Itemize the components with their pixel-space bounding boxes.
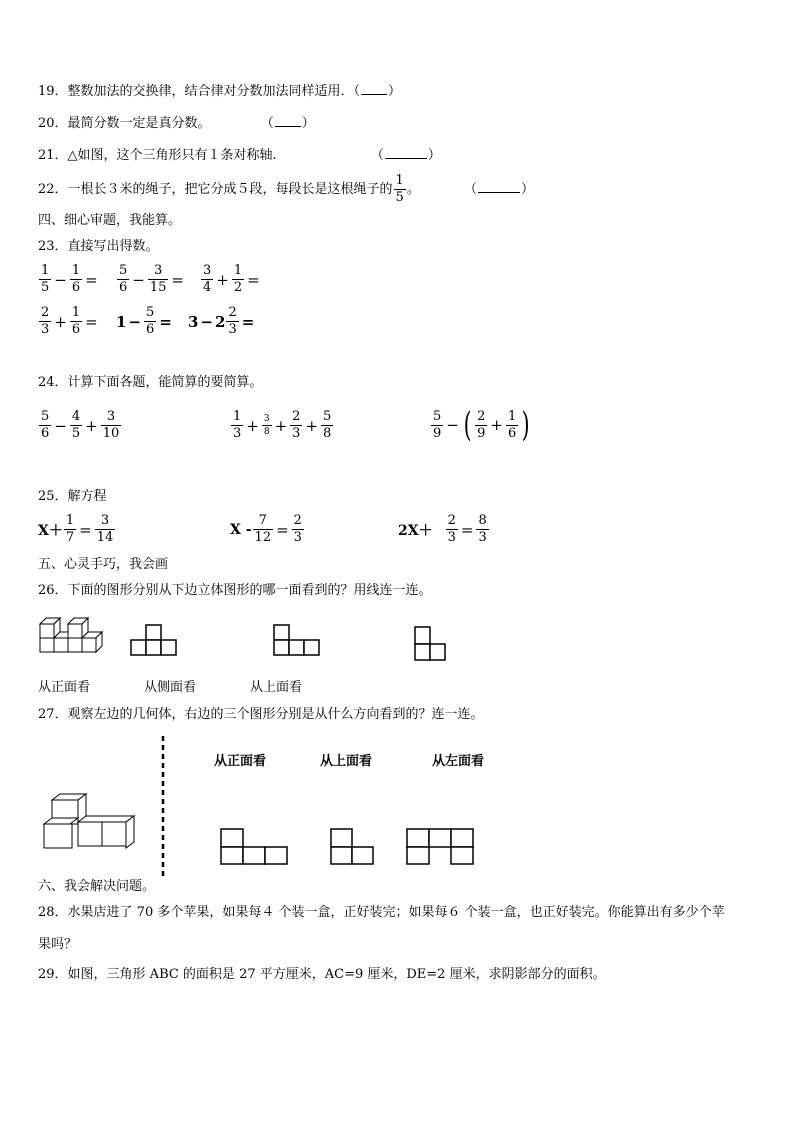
question-20 xyxy=(38,114,315,133)
label-side-view: 从侧面看 xyxy=(144,680,197,695)
paren-open: （ xyxy=(463,182,477,197)
label-front: 从正面看 xyxy=(214,754,267,769)
label-top: 从上面看 xyxy=(320,754,373,769)
q27-view-shape-b xyxy=(330,828,378,866)
q27-view-shape-c xyxy=(406,828,476,866)
question-26-title: 26．下面的图形分别从下边立体图形的哪一面看到的？用线连一连。 xyxy=(38,583,432,598)
answer-blank[interactable] xyxy=(361,82,387,95)
section-4-heading: 四、细心审题，我能算。 xyxy=(38,213,182,228)
paren-close: ） xyxy=(301,116,315,131)
question-25-title: 25．解方程 xyxy=(38,489,107,504)
paren-open: （ xyxy=(370,148,384,163)
paren-open: （ xyxy=(260,116,274,131)
q21-text: 21．△如图，这个三角形只有１条对称轴. xyxy=(38,148,277,163)
question-23-title: 23．直接写出得数。 xyxy=(38,239,159,254)
q25-eq-1: X＋ $\frac{1}{7}$ = $\frac{3}{14}$ xyxy=(38,513,114,545)
q25-eq-2: X - $\frac{7}{12}$ = $\frac{2}{3}$ xyxy=(230,513,302,545)
label-top-view: 从上面看 xyxy=(250,680,303,695)
section-6-heading: 六、我会解决问题。 xyxy=(38,879,156,894)
question-28-line-2: 果吗？ xyxy=(38,937,78,952)
q20-text: 20．最简分数一定是真分数。 xyxy=(38,116,211,131)
answer-blank[interactable] xyxy=(385,146,427,159)
solid-blocks-figure xyxy=(42,792,140,850)
question-29: 29．如图，三角形 ABC 的面积是 27 平方厘米，AC=9 厘米，DE=2 厘米，求阴影部分的面积。 xyxy=(38,967,606,982)
answer-blank[interactable] xyxy=(478,180,520,193)
q22-period: 。 xyxy=(406,182,420,197)
label-front-view: 从正面看 xyxy=(38,680,91,695)
q23-expr-2: $\frac{5}{6}$ − $\frac{3}{15}$ = xyxy=(119,263,184,295)
paren-close: ） xyxy=(388,84,402,99)
label-left: 从左面看 xyxy=(432,754,485,769)
paren-close: ） xyxy=(521,182,535,197)
view-shape-a xyxy=(130,624,178,658)
solid-cubes-figure xyxy=(38,612,102,660)
q23-expr-5: 1 − $\frac{5}{6}$ = xyxy=(116,305,172,337)
q23-expr-6: 3 − 2 $\frac{2}{3}$ = xyxy=(188,305,255,337)
q24-expr-1: $\frac{5}{6}$ − $\frac{4}{5}$ + $\frac{3}{10}$ xyxy=(41,409,120,441)
question-22 xyxy=(38,174,534,205)
fraction: $\frac{1}{5}$ xyxy=(395,173,404,205)
q23-expr-3: $\frac{3}{4}$ + $\frac{1}{2}$ = xyxy=(203,263,260,295)
q23-expr-1: $\frac{1}{5}$ − $\frac{1}{6}$ = xyxy=(41,263,98,295)
question-28-line-1: 28．水果店进了 70 多个苹果，如果每４ 个装一盒，正好装完；如果每６ 个装一盒，也正好装完。你能算出有多少个苹 xyxy=(38,905,725,920)
view-shape-c xyxy=(414,626,448,662)
question-21 xyxy=(38,146,441,165)
q27-view-shape-a xyxy=(220,828,290,866)
paren-close: ） xyxy=(427,148,441,163)
q19-text: 19．整数加法的交换律，结合律对分数加法同样适用．（ xyxy=(38,84,361,99)
section-5-heading: 五、心灵手巧，我会画 xyxy=(38,557,169,572)
q24-expr-2: $\frac{1}{3}$ + $\frac{3}{8}$ + $\frac{2}{3}$ + $\frac{5}{8}$ xyxy=(233,409,332,441)
q23-expr-4: $\frac{2}{3}$ + $\frac{1}{6}$ = xyxy=(41,305,98,337)
question-24-title: 24．计算下面各题，能简算的要简算。 xyxy=(38,375,263,390)
question-27-title: 27．观察左边的几何体，右边的三个图形分别是从什么方向看到的？连一连。 xyxy=(38,707,484,722)
q22-text: 22．一根长３米的绳子，把它分成５段，每段长是这根绳子的 xyxy=(38,182,393,197)
q24-expr-3: $\frac{5}{9}$ − ( $\frac{2}{9}$ + $\frac{1}{6}$ ) xyxy=(433,405,530,445)
question-19 xyxy=(38,82,401,101)
answer-blank[interactable] xyxy=(275,114,301,127)
dashed-divider xyxy=(160,736,166,878)
q25-eq-3: 2X＋ $\frac{2}{3}$ = $\frac{8}{3}$ xyxy=(398,513,487,545)
view-shape-b xyxy=(273,624,321,658)
